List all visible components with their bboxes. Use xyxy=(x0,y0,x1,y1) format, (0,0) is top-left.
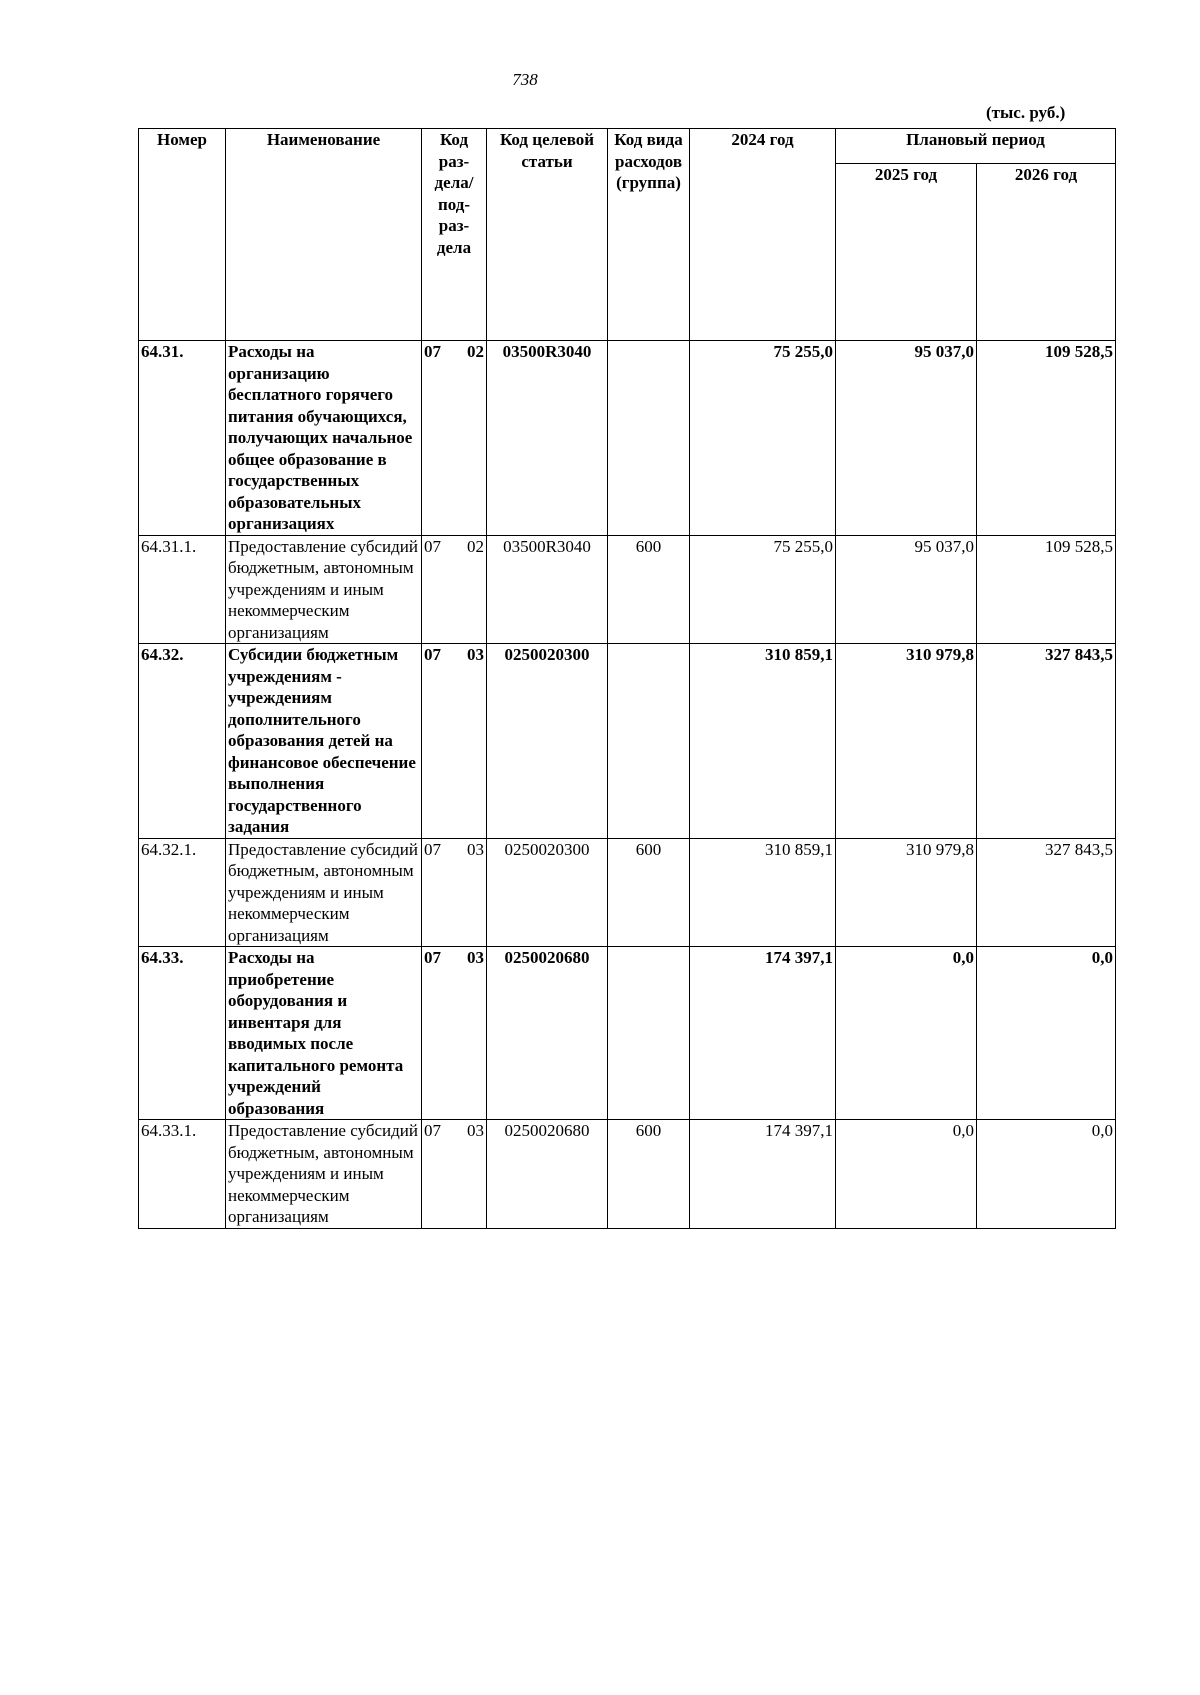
row-target-code: 03500R3040 xyxy=(487,535,608,644)
row-value-2025: 310 979,8 xyxy=(836,838,977,947)
row-target-code: 0250020680 xyxy=(487,947,608,1120)
subsection-code: 03 xyxy=(467,1121,484,1140)
row-value-2025: 0,0 xyxy=(836,947,977,1120)
section-code: 07 xyxy=(424,839,441,859)
row-value-2024: 174 397,1 xyxy=(690,1120,836,1229)
row-section-code xyxy=(422,341,487,536)
section-code: 07 xyxy=(424,342,441,361)
row-value-2026: 109 528,5 xyxy=(977,535,1116,644)
subsection-code: 02 xyxy=(467,342,484,361)
row-section-code xyxy=(422,947,487,1120)
row-name: Предоставление субсидий бюджетным, автономным учреждениям и иным некоммерческим организациям xyxy=(226,838,422,947)
row-number: 64.31. xyxy=(139,341,226,536)
row-target-code: 0250020300 xyxy=(487,838,608,947)
row-number: 64.33. xyxy=(139,947,226,1120)
row-value-2025: 0,0 xyxy=(836,1120,977,1229)
row-section-code xyxy=(422,644,487,839)
table-row xyxy=(139,947,1116,1120)
row-value-2025: 95 037,0 xyxy=(836,535,977,644)
row-value-2026: 0,0 xyxy=(977,947,1116,1120)
header-planned-period: Плановый период xyxy=(836,129,1116,164)
budget-table xyxy=(138,128,1116,1229)
section-code: 07 xyxy=(424,536,441,556)
row-value-2026: 327 843,5 xyxy=(977,838,1116,947)
row-number: 64.32.1. xyxy=(139,838,226,947)
subsection-code: 03 xyxy=(467,948,484,967)
header-name: Наименование xyxy=(226,129,422,341)
section-code: 07 xyxy=(424,1121,441,1140)
row-name: Расходы на организацию бесплатного горячего питания обучающихся, получающих начальное общее образование в государственных образовательных организациях xyxy=(226,341,422,536)
row-target-code: 03500R3040 xyxy=(487,341,608,536)
row-value-2024: 174 397,1 xyxy=(690,947,836,1120)
row-expense-kind: 600 xyxy=(608,535,690,644)
table-row xyxy=(139,644,1116,839)
header-year-2025: 2025 год xyxy=(836,164,977,341)
row-expense-kind: 600 xyxy=(608,1120,690,1229)
header-expense-kind: Код вида расходов (группа) xyxy=(608,129,690,341)
row-expense-kind xyxy=(608,644,690,839)
header-target-code: Код целевой статьи xyxy=(487,129,608,341)
row-section-code xyxy=(422,838,487,947)
row-number: 64.33.1. xyxy=(139,1120,226,1229)
row-target-code: 0250020300 xyxy=(487,644,608,839)
row-section-code xyxy=(422,1120,487,1229)
row-name: Расходы на приобретение оборудования и инвентаря для вводимых после капитального ремонта учреждений образования xyxy=(226,947,422,1120)
table-row xyxy=(139,341,1116,536)
subsection-code: 02 xyxy=(467,536,484,556)
header-number: Номер xyxy=(139,129,226,341)
row-value-2026: 0,0 xyxy=(977,1120,1116,1229)
header-year-2024: 2024 год xyxy=(690,129,836,341)
row-value-2026: 109 528,5 xyxy=(977,341,1116,536)
row-value-2026: 327 843,5 xyxy=(977,644,1116,839)
row-number: 64.32. xyxy=(139,644,226,839)
table-body xyxy=(139,341,1116,1229)
row-value-2024: 75 255,0 xyxy=(690,535,836,644)
row-name: Субсидии бюджетным учреждениям - учреждениям дополнительного образования детей на финансовое обеспечение выполнения государственного задания xyxy=(226,644,422,839)
table-row xyxy=(139,838,1116,947)
units-label: (тыс. руб.) xyxy=(986,103,1066,122)
row-value-2024: 310 859,1 xyxy=(690,838,836,947)
row-target-code: 0250020680 xyxy=(487,1120,608,1229)
row-value-2024: 310 859,1 xyxy=(690,644,836,839)
section-code: 07 xyxy=(424,645,441,664)
header-year-2026: 2026 год xyxy=(977,164,1116,341)
row-number: 64.31.1. xyxy=(139,535,226,644)
row-value-2024: 75 255,0 xyxy=(690,341,836,536)
subsection-code: 03 xyxy=(467,645,484,664)
table-row xyxy=(139,1120,1116,1229)
table-row xyxy=(139,535,1116,644)
row-expense-kind xyxy=(608,341,690,536)
row-value-2025: 95 037,0 xyxy=(836,341,977,536)
page-number: 738 xyxy=(512,70,538,89)
row-section-code xyxy=(422,535,487,644)
row-value-2025: 310 979,8 xyxy=(836,644,977,839)
row-name: Предоставление субсидий бюджетным, автономным учреждениям и иным некоммерческим организациям xyxy=(226,1120,422,1229)
row-name: Предоставление субсидий бюджетным, автономным учреждениям и иным некоммерческим организациям xyxy=(226,535,422,644)
subsection-code: 03 xyxy=(467,839,484,859)
row-expense-kind: 600 xyxy=(608,838,690,947)
header-section-code: Код раз-дела/ под-раз-дела xyxy=(422,129,487,341)
row-expense-kind xyxy=(608,947,690,1120)
section-code: 07 xyxy=(424,948,441,967)
